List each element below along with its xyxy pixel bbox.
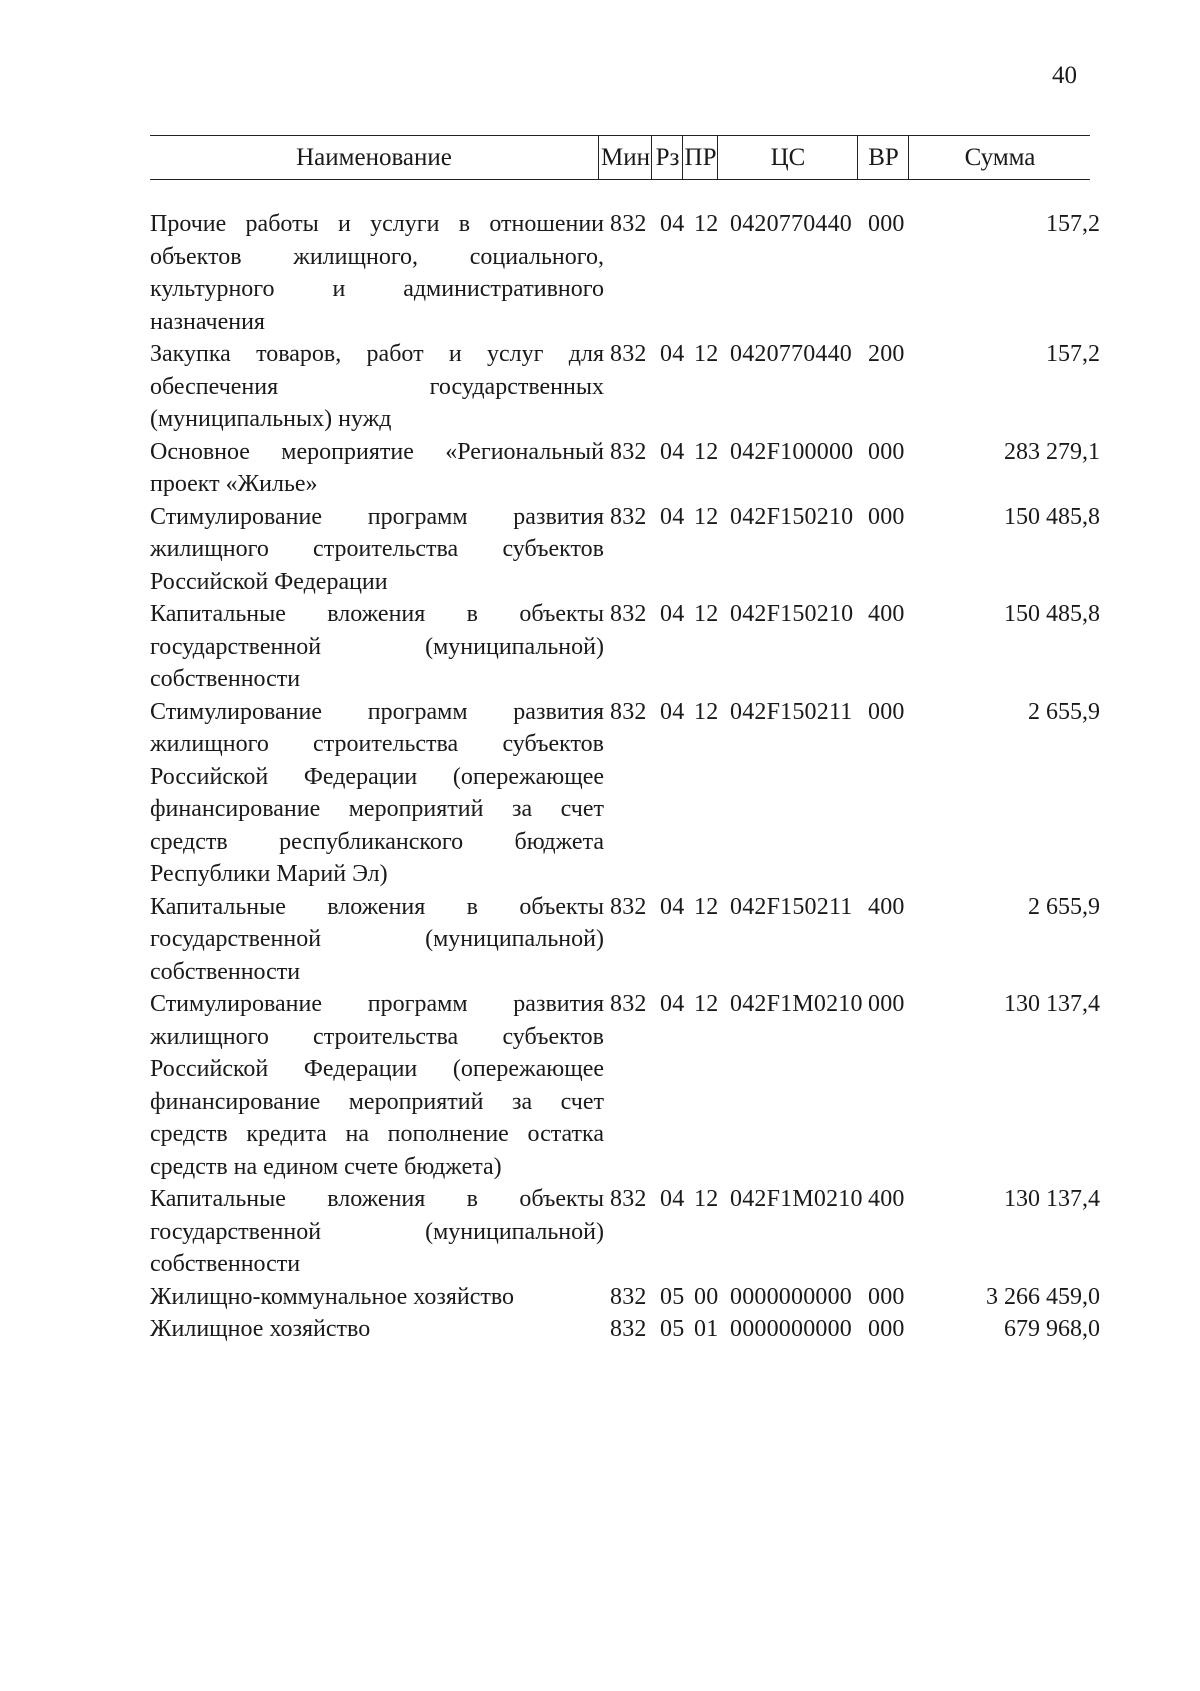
row-min: 832 xyxy=(610,893,647,920)
row-cs: 0000000000 xyxy=(730,1316,852,1342)
row-pr: 00 xyxy=(694,1283,719,1310)
table-row xyxy=(150,598,1100,696)
row-sum: 157,2 xyxy=(1046,341,1100,367)
row-pr: 12 xyxy=(694,211,719,237)
row-rz: 04 xyxy=(660,893,685,920)
row-vr: 000 xyxy=(868,503,905,530)
row-rz: 04 xyxy=(660,211,685,237)
row-rz: 04 xyxy=(660,698,685,725)
row-min: 832 xyxy=(610,1283,647,1310)
row-vr: 200 xyxy=(868,341,905,367)
row-rz: 04 xyxy=(660,341,685,367)
row-name: Капитальные вложения в объекты государственной (муниципальной) собственности xyxy=(150,893,604,985)
row-rz: 05 xyxy=(660,1316,685,1342)
row-min: 832 xyxy=(610,503,647,530)
row-cs: 042F150211 xyxy=(730,698,853,725)
row-pr: 12 xyxy=(694,503,719,530)
column-divider xyxy=(857,136,858,179)
table-row xyxy=(150,208,1100,338)
row-vr: 400 xyxy=(868,893,905,920)
row-vr: 000 xyxy=(868,991,905,1017)
row-pr: 12 xyxy=(694,893,719,920)
row-vr: 000 xyxy=(868,1283,905,1310)
column-header-name: Наименование xyxy=(296,144,452,171)
row-vr: 400 xyxy=(868,601,905,627)
row-name: Закупка товаров, работ и услуг для обеспечения государственных (муниципальных) нужд xyxy=(150,341,604,432)
row-sum: 157,2 xyxy=(1046,211,1100,237)
row-rz: 04 xyxy=(660,991,685,1017)
table-row xyxy=(150,1313,1100,1346)
table-row xyxy=(150,696,1100,891)
row-cs: 042F150211 xyxy=(730,893,853,920)
row-rz: 04 xyxy=(660,503,685,530)
table-row xyxy=(150,1281,1100,1314)
row-rz: 04 xyxy=(660,438,685,465)
row-sum: 3 266 459,0 xyxy=(986,1283,1100,1310)
row-min: 832 xyxy=(610,1316,647,1342)
row-name: Стимулирование программ развития жилищного строительства субъектов Российской Федерации (опережающее финансирование мероприятий за счет средств республиканского бюджета Республики Марий Эл) xyxy=(150,698,604,887)
table-row xyxy=(150,891,1100,989)
row-pr: 12 xyxy=(694,1186,719,1212)
budget-table-body xyxy=(150,208,1100,1346)
row-min: 832 xyxy=(610,991,647,1017)
row-pr: 12 xyxy=(694,601,719,627)
row-sum: 150 485,8 xyxy=(1004,503,1100,530)
row-rz: 05 xyxy=(660,1283,685,1310)
row-min: 832 xyxy=(610,601,647,627)
row-sum: 2 655,9 xyxy=(1028,893,1100,920)
row-pr: 12 xyxy=(694,991,719,1017)
row-sum: 283 279,1 xyxy=(1004,438,1100,465)
row-vr: 400 xyxy=(868,1186,905,1212)
table-row xyxy=(150,988,1100,1183)
table-row xyxy=(150,338,1100,436)
row-cs: 042F100000 xyxy=(730,438,854,465)
row-pr: 12 xyxy=(694,341,719,367)
row-pr: 12 xyxy=(694,438,719,465)
column-header-sum: Сумма xyxy=(964,144,1036,171)
row-cs: 0000000000 xyxy=(730,1283,852,1310)
row-sum: 150 485,8 xyxy=(1004,601,1100,627)
row-cs: 042F150210 xyxy=(730,601,854,627)
row-min: 832 xyxy=(610,211,647,237)
table-row xyxy=(150,501,1100,599)
row-cs: 042F1M0210 xyxy=(730,1186,863,1212)
row-sum: 130 137,4 xyxy=(1004,1186,1100,1212)
page-number: 40 xyxy=(1052,62,1077,89)
row-cs: 042F1M0210 xyxy=(730,991,863,1017)
table-row xyxy=(150,436,1100,501)
row-cs: 042F150210 xyxy=(730,503,854,530)
column-divider xyxy=(908,136,909,179)
column-divider xyxy=(651,136,652,179)
column-divider xyxy=(682,136,683,179)
column-header-rz: Рз xyxy=(655,144,680,171)
row-cs: 0420770440 xyxy=(730,341,852,367)
row-pr: 01 xyxy=(694,1316,719,1342)
column-divider xyxy=(598,136,599,179)
table-row xyxy=(150,1183,1100,1281)
row-name: Жилищно-коммунальное хозяйство xyxy=(150,1283,515,1310)
column-header-cs: ЦС xyxy=(770,144,806,171)
row-min: 832 xyxy=(610,698,647,725)
row-sum: 679 968,0 xyxy=(1004,1316,1100,1342)
column-divider xyxy=(717,136,718,179)
row-rz: 04 xyxy=(660,1186,685,1212)
row-name: Стимулирование программ развития жилищного строительства субъектов Российской Федерации (опережающее финансирование мероприятий за счет средств кредита на пополнение остатка средств на едином счете бюджета) xyxy=(150,991,604,1180)
column-header-vr: ВР xyxy=(868,144,899,171)
row-min: 832 xyxy=(610,1186,647,1212)
row-vr: 000 xyxy=(868,1316,905,1342)
row-rz: 04 xyxy=(660,601,685,627)
table-header xyxy=(150,135,1090,180)
row-pr: 12 xyxy=(694,698,719,725)
row-min: 832 xyxy=(610,341,647,367)
row-sum: 130 137,4 xyxy=(1004,991,1100,1017)
row-name: Стимулирование программ развития жилищного строительства субъектов Российской Федерации xyxy=(150,503,604,595)
row-vr: 000 xyxy=(868,698,905,725)
row-name: Жилищное хозяйство xyxy=(150,1316,371,1342)
row-vr: 000 xyxy=(868,211,905,237)
row-name: Капитальные вложения в объекты государственной (муниципальной) собственности xyxy=(150,1186,604,1277)
row-sum: 2 655,9 xyxy=(1028,698,1100,725)
row-name: Прочие работы и услуги в отношении объектов жилищного, социального, культурного и административного назначения xyxy=(150,211,604,335)
column-header-min: Мин xyxy=(601,144,650,171)
row-name: Капитальные вложения в объекты государственной (муниципальной) собственности xyxy=(150,601,604,692)
row-min: 832 xyxy=(610,438,647,465)
row-cs: 0420770440 xyxy=(730,211,852,237)
column-header-pr: ПР xyxy=(684,144,717,171)
row-vr: 000 xyxy=(868,438,905,465)
row-name: Основное мероприятие «Региональный проект «Жилье» xyxy=(150,438,604,497)
